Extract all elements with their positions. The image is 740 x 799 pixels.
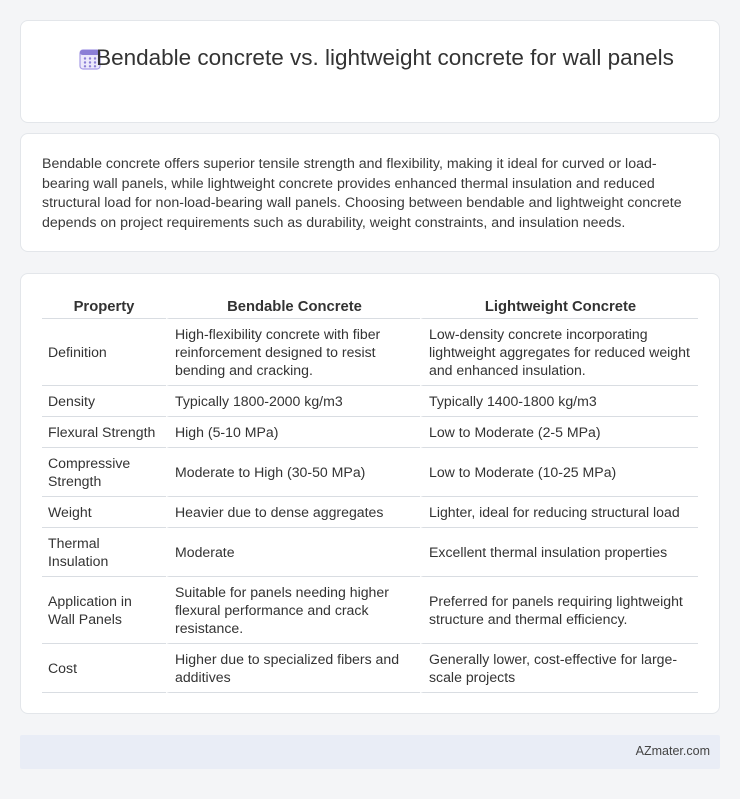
- row-lightweight-value: Typically 1400-1800 kg/m3: [420, 386, 698, 417]
- row-bendable-value: Moderate to High (30-50 MPa): [166, 448, 420, 497]
- row-bendable-value: Heavier due to dense aggregates: [166, 497, 420, 528]
- row-property: Application in Wall Panels: [42, 577, 166, 644]
- table-row: [42, 528, 698, 577]
- footer-bar: [20, 735, 720, 769]
- comparison-table: [42, 295, 698, 693]
- row-lightweight-value: Low-density concrete incorporating lightweight aggregates for reduced weight and enhanced insulation.: [420, 319, 698, 386]
- row-bendable-value: Moderate: [166, 528, 420, 577]
- table-row: [42, 497, 698, 528]
- comparison-card: [20, 273, 720, 714]
- table-row: [42, 319, 698, 386]
- page-title: Bendable concrete vs. lightweight concrete for wall panels: [96, 45, 674, 70]
- row-bendable-value: High (5-10 MPa): [166, 417, 420, 448]
- header-property: Property: [42, 295, 166, 319]
- row-property: Thermal Insulation: [42, 528, 166, 577]
- table-header-row: [42, 295, 698, 319]
- row-bendable-value: Higher due to specialized fibers and additives: [166, 644, 420, 693]
- intro-paragraph: Bendable concrete offers superior tensile strength and flexibility, making it ideal for curved or load-bearing wall panels, while lightweight concrete provides enhanced thermal insulation and reduced structural load for non-load-bearing wall panels. Choosing between bendable and lightweight concrete depends on project requirements such as durability, weight constraints, and insulation needs.: [42, 156, 682, 231]
- table-row: [42, 417, 698, 448]
- header-bendable: Bendable Concrete: [166, 295, 420, 319]
- row-property: Definition: [42, 319, 166, 386]
- table-row: [42, 386, 698, 417]
- row-property: Density: [42, 386, 166, 417]
- row-lightweight-value: Low to Moderate (2-5 MPa): [420, 417, 698, 448]
- row-lightweight-value: Preferred for panels requiring lightweight structure and thermal efficiency.: [420, 577, 698, 644]
- title-card: [20, 20, 720, 123]
- table-row: [42, 644, 698, 693]
- row-property: Compressive Strength: [42, 448, 166, 497]
- row-lightweight-value: Lighter, ideal for reducing structural load: [420, 497, 698, 528]
- row-lightweight-value: Generally lower, cost-effective for large-scale projects: [420, 644, 698, 693]
- row-lightweight-value: Low to Moderate (10-25 MPa): [420, 448, 698, 497]
- header-lightweight: Lightweight Concrete: [420, 295, 698, 319]
- row-property: Cost: [42, 644, 166, 693]
- row-lightweight-value: Excellent thermal insulation properties: [420, 528, 698, 577]
- row-bendable-value: Typically 1800-2000 kg/m3: [166, 386, 420, 417]
- intro-card: [20, 133, 720, 252]
- row-bendable-value: Suitable for panels needing higher flexural performance and crack resistance.: [166, 577, 420, 644]
- footer-brand: AZmater.com: [635, 744, 710, 758]
- row-property: Weight: [42, 497, 166, 528]
- row-property: Flexural Strength: [42, 417, 166, 448]
- table-row: [42, 577, 698, 644]
- row-bendable-value: High-flexibility concrete with fiber reinforcement designed to resist bending and cracking.: [166, 319, 420, 386]
- table-row: [42, 448, 698, 497]
